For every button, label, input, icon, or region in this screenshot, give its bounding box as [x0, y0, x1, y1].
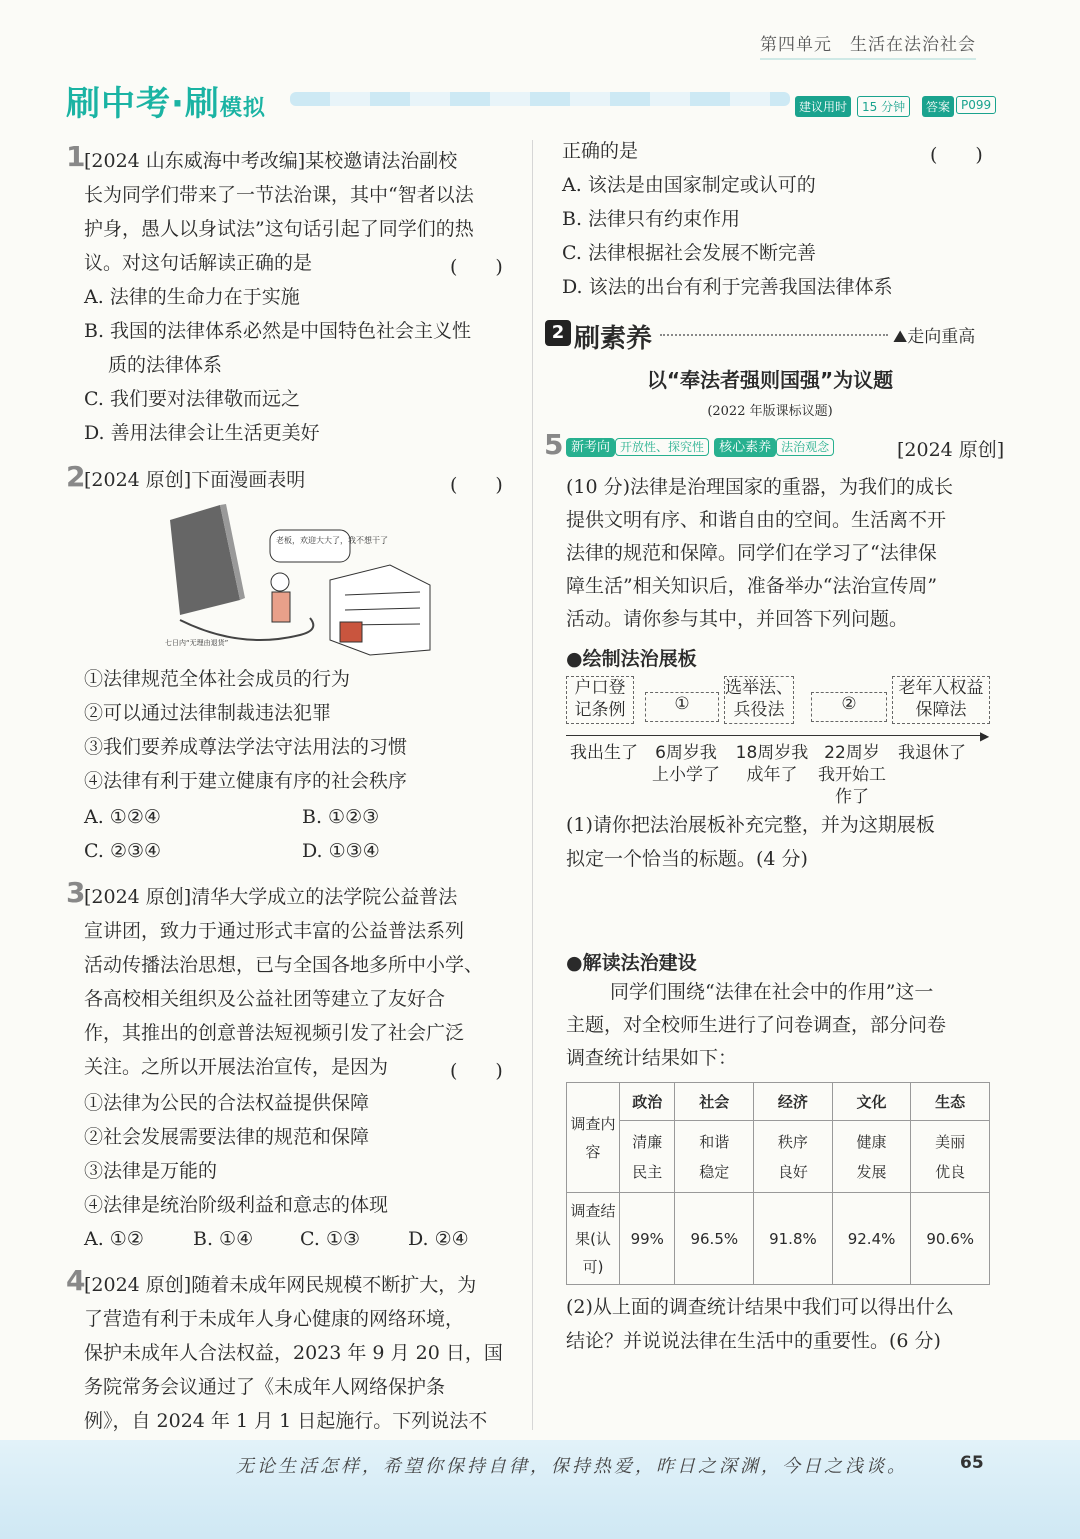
- time-value: 15 分钟: [857, 96, 910, 117]
- table-cell-line: 发展: [856, 1162, 887, 1181]
- q5-sub2: [566, 1290, 996, 1358]
- q3-line: 各高校相关组织及公益社团等建立了友好合: [84, 988, 446, 1010]
- q3-statements: [84, 1086, 524, 1222]
- q1-number: 1: [66, 140, 86, 173]
- table-result-cell: 92.4%: [832, 1193, 911, 1285]
- q3-statement: ②社会发展需要法律的规范和保障: [84, 1126, 370, 1148]
- cartoon-speech-bubble: [270, 530, 350, 562]
- q5-sub1: [566, 808, 996, 876]
- survey-table: [566, 1082, 990, 1285]
- board-box-hukou: 户口登记条例: [566, 676, 634, 724]
- q2-number: 2: [66, 460, 86, 493]
- cartoon-box: [340, 622, 362, 642]
- cartoon-hand: [180, 618, 313, 640]
- q2-choice-d[interactable]: D. ①③④: [302, 840, 380, 862]
- table-result-cell: 90.6%: [911, 1193, 990, 1285]
- q5-tag-core: 核心素养: [714, 438, 776, 457]
- q4-line: 例》，自 2024 年 1 月 1 日起施行。下列说法不: [84, 1410, 488, 1432]
- q3-line: 作，其推出的创意普法短视频引发了社会广泛: [84, 1022, 465, 1044]
- q4-option-d[interactable]: D. 该法的出台有利于完善我国法律体系: [562, 276, 893, 298]
- q3-line: 关注。之所以开展法治宣传，是因为: [84, 1056, 389, 1078]
- timeline-label: 18周岁我成年了: [735, 743, 809, 785]
- q4-stem: [84, 1268, 520, 1438]
- q3-choice-c[interactable]: C. ①③: [300, 1228, 361, 1250]
- timeline-label: 6周岁我上小学了: [652, 743, 720, 785]
- q2-statements: [84, 662, 524, 798]
- q5-tag-core-sub: 法治观念: [776, 438, 834, 456]
- q5-part2-line: 同学们围绕“法律在社会中的作用”这一: [610, 981, 934, 1003]
- q2-statement: ②可以通过法律制裁违法犯罪: [84, 702, 332, 724]
- q2-statement: ④法律有利于建立健康有序的社会秩序: [84, 770, 408, 792]
- q5-intro-line: (10 分)法律是治理国家的重器，为我们的成长: [566, 476, 954, 498]
- time-label: 建议用时: [795, 96, 851, 117]
- q3-statement: ④法律是统治阶级利益和意志的体现: [84, 1194, 389, 1216]
- climb-icon: ⛰: [893, 327, 908, 347]
- section-number-icon: 2: [545, 320, 571, 346]
- table-cell-line: 优良: [935, 1162, 966, 1181]
- q1-line: 护身，愚人以身试法”这句话引起了同学们的热: [84, 218, 474, 240]
- q2-choice-c[interactable]: C. ②③④: [84, 840, 162, 862]
- q2-choice-a[interactable]: A. ①②④: [84, 806, 161, 828]
- q3-answer-bracket[interactable]: ( ): [450, 1060, 503, 1082]
- q5-sub1-line: 拟定一个恰当的标题。(4 分): [566, 848, 808, 870]
- q3-stem: [84, 880, 520, 1084]
- table-cell-line: 美丽: [935, 1132, 966, 1151]
- q2-statement: ③我们要养成尊法学法守法用法的习惯: [84, 736, 408, 758]
- q3-choice-a[interactable]: A. ①②: [84, 1228, 144, 1250]
- q1-line: 议。对这句话解读正确的是: [84, 252, 313, 274]
- q1-option-b-cont: 质的法律体系: [108, 354, 223, 376]
- table-cell-line: 清廉: [632, 1132, 663, 1151]
- q2-cartoon: [160, 500, 440, 660]
- q5-part2-line: 主题，对全校师生进行了问卷调查，部分问卷: [566, 1014, 947, 1036]
- q1-answer-bracket[interactable]: ( ): [450, 256, 503, 278]
- table-content-cell: [675, 1121, 754, 1193]
- table-cell-line: 和谐: [699, 1132, 730, 1151]
- q1-options: [84, 280, 524, 450]
- q5-part2-heading: ●解读法治建设: [566, 952, 697, 974]
- timeline-label: 我出生了: [570, 743, 638, 763]
- q1-option-a[interactable]: A. 法律的生命力在于实施: [84, 286, 300, 308]
- table-content-cell: [620, 1121, 675, 1193]
- table-content-cell: [754, 1121, 833, 1193]
- table-result-cell: 91.8%: [754, 1193, 833, 1285]
- section-title: 刷素养: [574, 324, 653, 354]
- board-box-blank-1[interactable]: ①: [645, 692, 719, 722]
- q5-part1-heading: ●绘制法治展板: [566, 648, 697, 670]
- q5-part2-text: [566, 976, 996, 1075]
- table-row-head-content: 调查内容: [567, 1083, 620, 1193]
- q3-statement: ①法律为公民的合法权益提供保障: [84, 1092, 370, 1114]
- q5-intro-line: 法律的规范和保障。同学们在学习了“法律保: [566, 542, 937, 564]
- page-number: 65: [960, 1453, 984, 1473]
- q5-intro: [566, 471, 996, 636]
- table-cell-line: 稳定: [699, 1162, 730, 1181]
- q3-line: [2024 原创]清华大学成立的法学院公益普法: [84, 886, 458, 908]
- cartoon-person-head: [271, 573, 289, 591]
- unit-title: 第四单元 生活在法治社会: [760, 30, 976, 60]
- brand-title: [66, 76, 266, 125]
- table-result-cell: 96.5%: [675, 1193, 754, 1285]
- q4-line: 了营造有利于未成年人身心健康的网络环境，: [84, 1308, 465, 1330]
- q5-intro-line: 障生活”相关知识后，准备举办“法治宣传周”: [566, 575, 938, 597]
- q3-statement: ③法律是万能的: [84, 1160, 218, 1182]
- section-topic: 以“奉法者强则国强”为议题: [646, 368, 894, 392]
- answer-page: P099: [956, 96, 996, 114]
- section-right-text: 走向重高: [907, 327, 976, 347]
- q4-number: 4: [66, 1264, 86, 1297]
- q3-line: 活动传播法治思想，已与全国各地多所中小学、: [84, 954, 484, 976]
- q5-tags: [566, 436, 834, 455]
- q2-answer-bracket[interactable]: ( ): [450, 474, 503, 496]
- table-col-head: 政治: [620, 1083, 675, 1121]
- q1-line: [2024 山东威海中考改编]某校邀请法治副校: [84, 150, 458, 172]
- section-right-label: [893, 322, 975, 347]
- q1-option-b[interactable]: B. 我国的法律体系必然是中国特色社会主义性: [84, 320, 472, 342]
- table-cell-line: 良好: [777, 1162, 808, 1181]
- q3-line: 宣讲团，致力于通过形式丰富的公益普法系列: [84, 920, 465, 942]
- answer-label: 答案: [922, 96, 954, 117]
- q4-answer-bracket[interactable]: ( ): [930, 144, 983, 166]
- table-col-head: 文化: [832, 1083, 911, 1121]
- section-topic-sub: (2022 年版课标议题): [707, 404, 833, 419]
- table-content-cell: [832, 1121, 911, 1193]
- q1-line: 长为同学们带来了一节法治课，其中“智者以法: [84, 184, 474, 206]
- timeline-axis: [566, 735, 986, 736]
- q4-stem-cont: 正确的是: [562, 140, 639, 162]
- table-cell-line: 秩序: [777, 1132, 808, 1151]
- cartoon-person-body: [272, 592, 290, 622]
- table-row-head-result: 调查结果(认可): [567, 1193, 620, 1285]
- brand-decor-line: [290, 92, 790, 106]
- q3-choice-b[interactable]: B. ①④: [193, 1228, 254, 1250]
- q4-line: 务院常务会议通过了《未成年人网络保护条: [84, 1376, 446, 1398]
- q3-number: 3: [66, 876, 86, 909]
- q5-sub1-answer-area[interactable]: [566, 878, 986, 938]
- q4-options: [562, 168, 1002, 304]
- table-col-head: 经济: [754, 1083, 833, 1121]
- cartoon-bubble-text: 老板，欢迎大大了，我不想干了: [276, 536, 388, 545]
- brand-main: 刷中考·刷: [66, 84, 220, 124]
- q5-sub2-answer-area[interactable]: [566, 1362, 986, 1422]
- timeline-label: 22周岁我开始工作了: [818, 743, 886, 807]
- board-box-election: 选举法、兵役法: [724, 676, 794, 724]
- footer-motto: 无论生活怎样，希望你保持自律，保持热爱，昨日之深渊，今日之浅谈。: [236, 1456, 908, 1477]
- q4-option-c[interactable]: C. 法律根据社会发展不断完善: [562, 242, 816, 264]
- q2-choice-b[interactable]: B. ①②③: [302, 806, 380, 828]
- table-content-cell: [911, 1121, 990, 1193]
- q5-sub2-line: 结论？并说说法律在生活中的重要性。(6 分): [566, 1330, 941, 1352]
- q5-number: 5: [544, 428, 564, 461]
- q3-choice-d[interactable]: D. ②④: [408, 1228, 469, 1250]
- q2-stem: [2024 原创]下面漫画表明: [84, 469, 306, 491]
- q5-sub2-line: (2)从上面的调查统计结果中我们可以得出什么: [566, 1296, 954, 1318]
- table-result-cell: 99%: [620, 1193, 675, 1285]
- timeline-arrow-icon: ▶: [980, 729, 990, 743]
- cartoon-caption: 七日内“无理由退货”: [165, 639, 229, 647]
- board-box-elderly: 老年人权益保障法: [892, 676, 990, 724]
- board-box-blank-2[interactable]: ②: [811, 692, 887, 722]
- q4-line: 保护未成年人合法权益，2023 年 9 月 20 日，国: [84, 1342, 503, 1364]
- table-col-head: 社会: [675, 1083, 754, 1121]
- q4-option-b[interactable]: B. 法律只有约束作用: [562, 208, 741, 230]
- table-cell-line: 民主: [632, 1162, 663, 1181]
- q5-tag-new: 新考向: [566, 438, 615, 457]
- q1-option-c[interactable]: C. 我们要对法律敬而远之: [84, 388, 300, 410]
- q5-tag-new-sub: 开放性、探究性: [615, 438, 709, 456]
- column-divider: [532, 140, 533, 1430]
- timeline-label: 我退休了: [898, 743, 966, 763]
- table-cell-line: 健康: [856, 1132, 887, 1151]
- table-col-head: 生态: [911, 1083, 990, 1121]
- q5-part2-line: 调查统计结果如下：: [566, 1047, 738, 1069]
- q5-source: [2024 原创]: [897, 439, 1005, 461]
- q5-intro-line: 活动。请你参与其中，并回答下列问题。: [566, 608, 909, 630]
- q4-line: [2024 原创]随着未成年网民规模不断扩大，为: [84, 1274, 477, 1296]
- q4-option-a[interactable]: A. 该法是由国家制定或认可的: [562, 174, 816, 196]
- brand-small: 模拟: [219, 96, 266, 121]
- q2-statement: ①法律规范全体社会成员的行为: [84, 668, 351, 690]
- q5-sub1-line: (1)请你把法治展板补充完整，并为这期展板: [566, 814, 935, 836]
- section-dotted-line: [660, 334, 888, 336]
- q5-intro-line: 提供文明有序、和谐自由的空间。生活离不开: [566, 509, 947, 531]
- q1-option-d[interactable]: D. 善用法律会让生活更美好: [84, 422, 320, 444]
